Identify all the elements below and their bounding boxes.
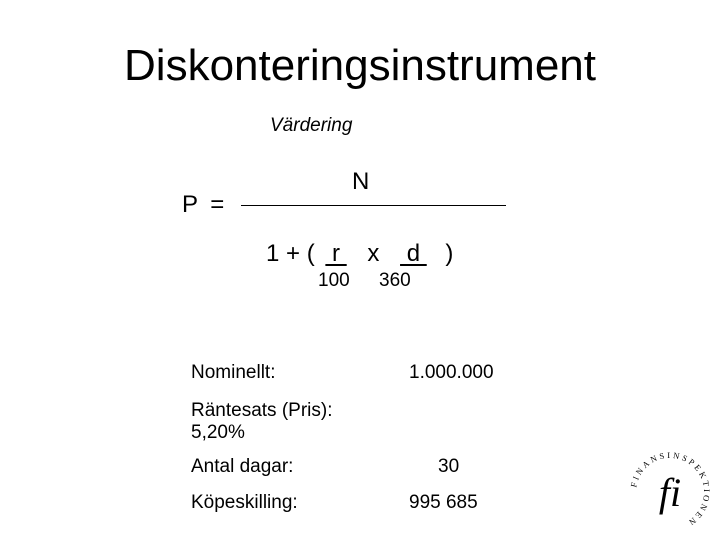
logo-mark: fi bbox=[658, 470, 682, 515]
row-value-price: 995 685 bbox=[409, 492, 478, 513]
row-label-rate: Räntesats (Pris): bbox=[191, 400, 333, 421]
logo-ring-text: FINANSINSPEKTIONEN bbox=[628, 449, 713, 529]
fraction-line bbox=[241, 205, 506, 206]
rate-divisor: 100 bbox=[318, 270, 350, 291]
row-label-nominal: Nominellt: bbox=[191, 362, 276, 383]
days-symbol: d bbox=[400, 240, 427, 267]
formula-lhs: P = bbox=[182, 191, 228, 218]
finansinspektionen-logo-icon bbox=[624, 446, 716, 538]
row-value-nominal: 1.000.000 bbox=[409, 362, 494, 383]
row-value-days: 30 bbox=[438, 456, 460, 477]
days-divisor: 360 bbox=[379, 270, 411, 291]
page-title: Diskonteringsinstrument bbox=[124, 41, 596, 90]
denom-prefix: 1 + ( bbox=[266, 240, 315, 267]
row-label-price: Köpeskilling: bbox=[191, 492, 298, 513]
times-symbol: x bbox=[367, 240, 380, 267]
formula-denominator bbox=[266, 239, 453, 269]
rate-symbol: r bbox=[325, 240, 347, 267]
subtitle: Värdering bbox=[270, 115, 353, 136]
row-label-days: Antal dagar: bbox=[191, 456, 294, 477]
formula-numerator: N bbox=[352, 168, 370, 195]
row-value-rate: 5,20% bbox=[191, 422, 245, 443]
denom-close: ) bbox=[445, 240, 454, 267]
